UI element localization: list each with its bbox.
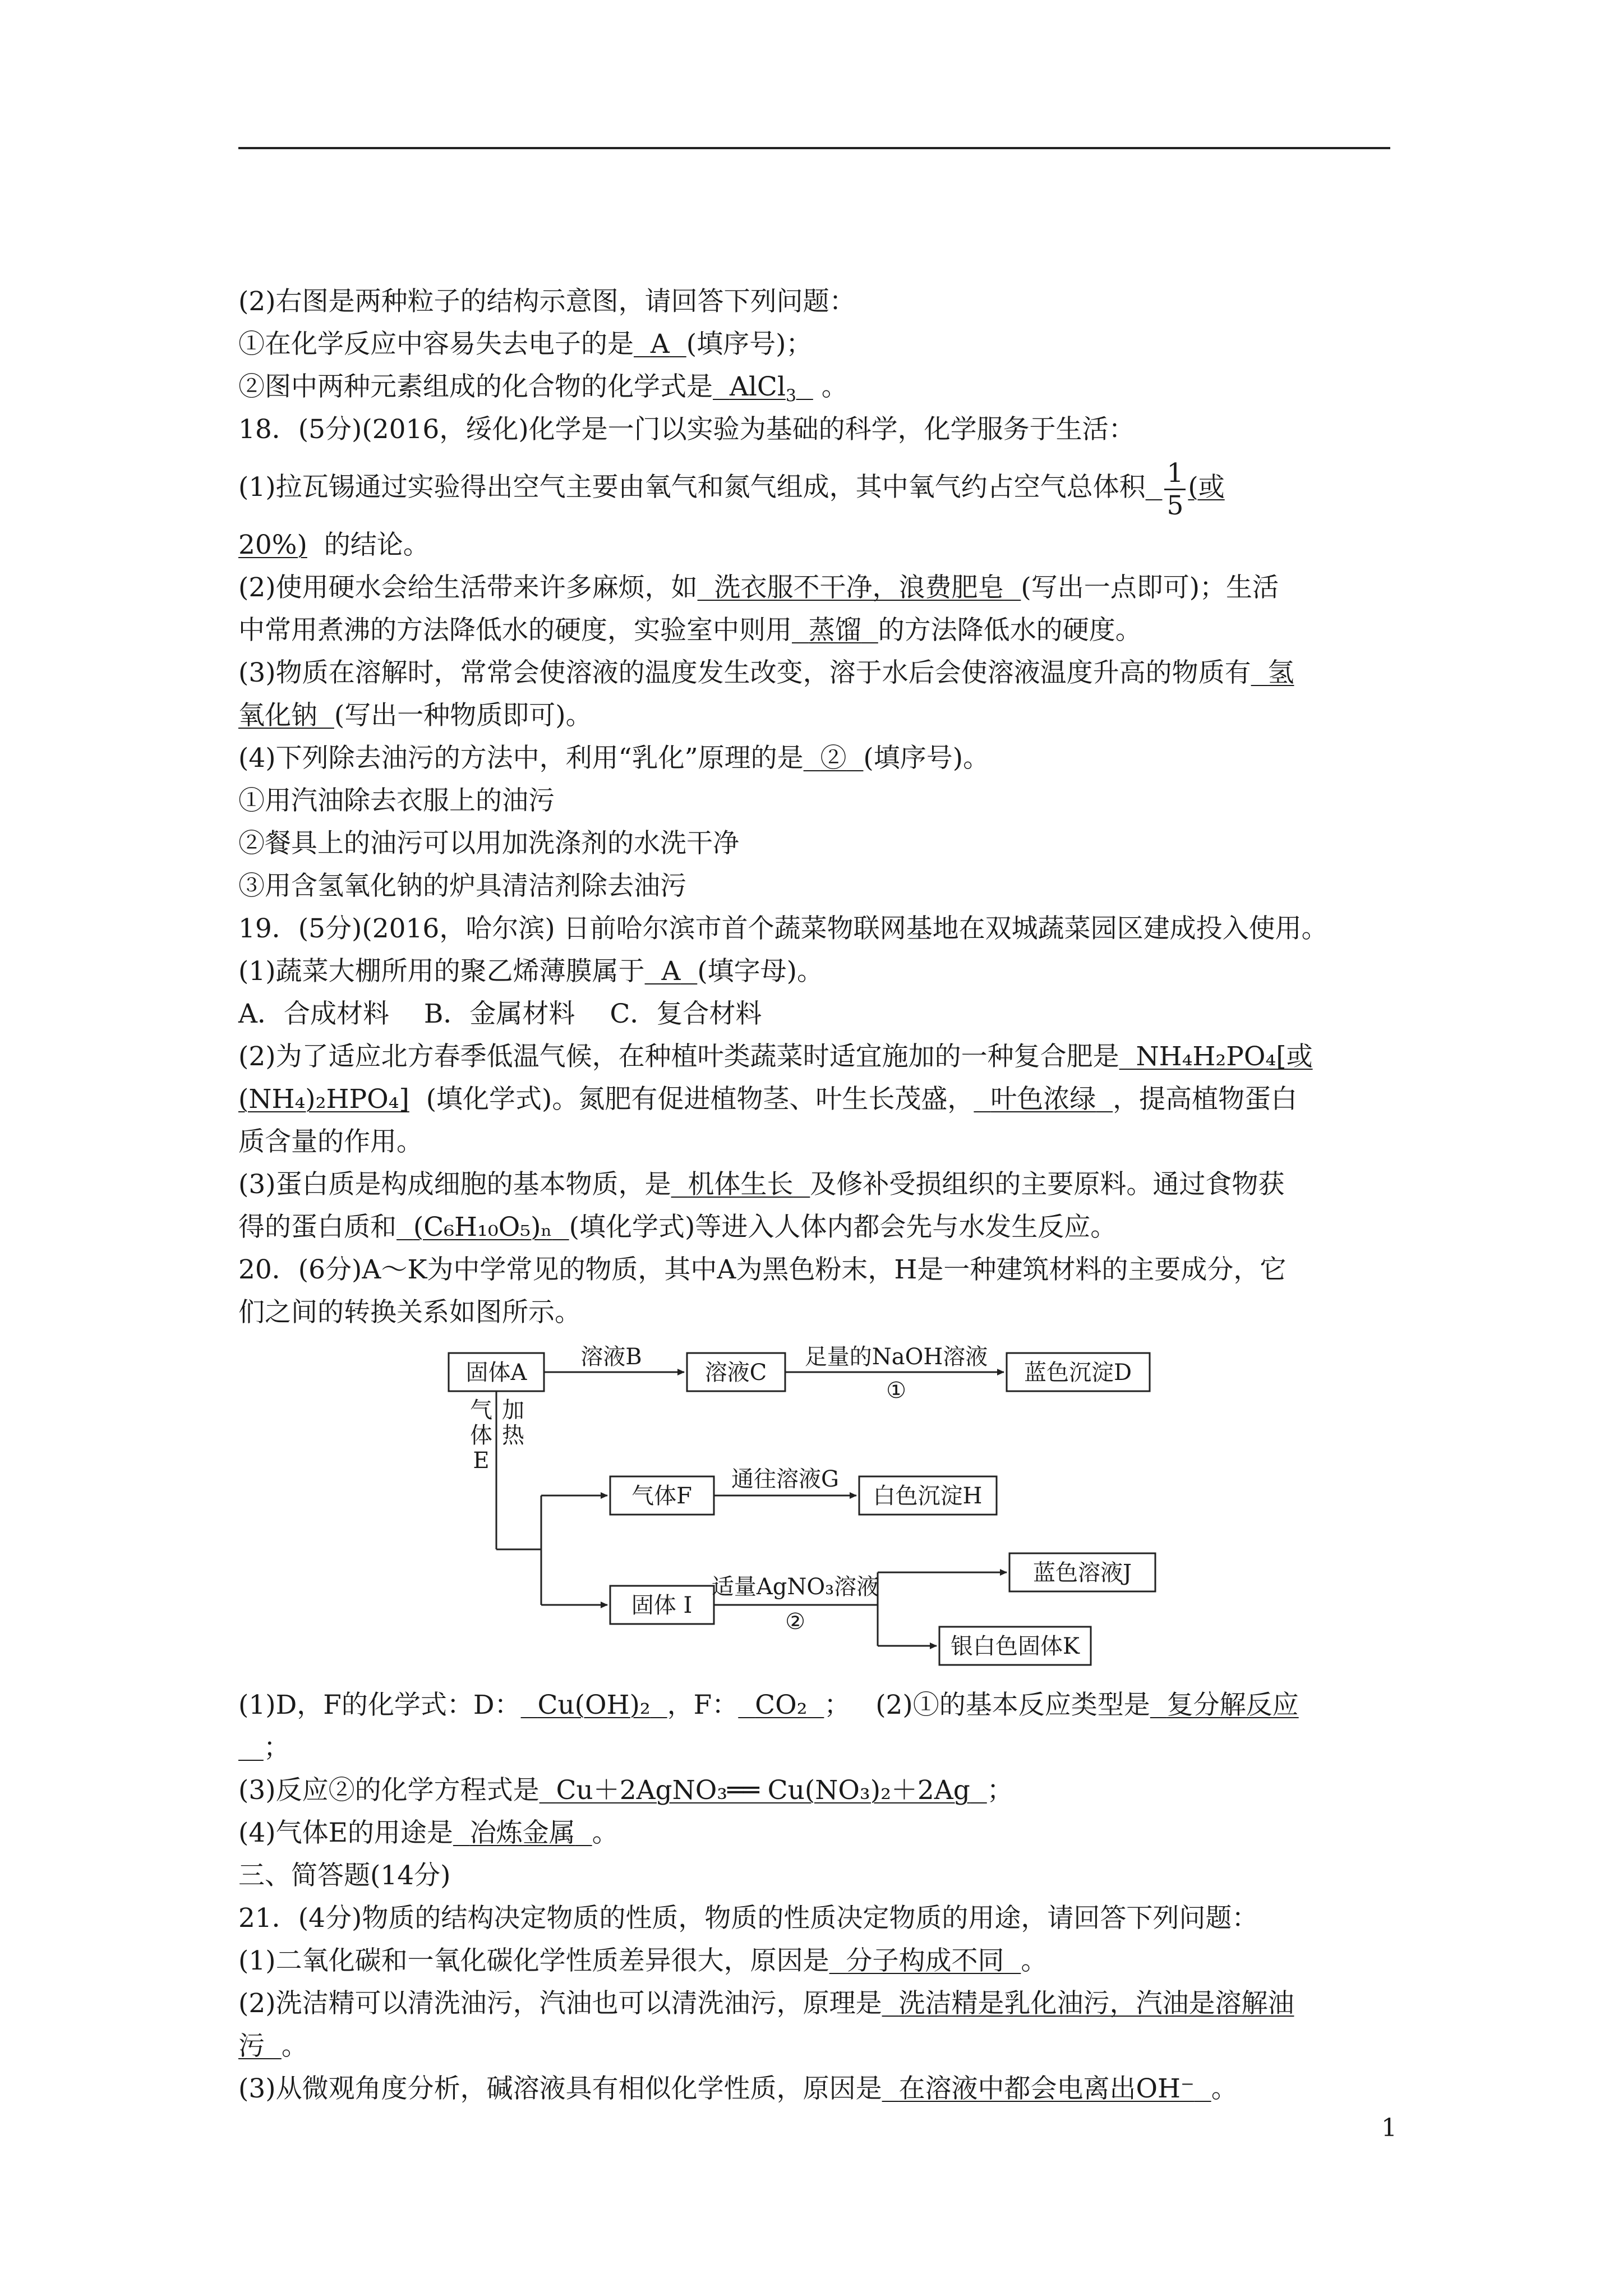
q21-p3-tail: 。 — [1211, 2073, 1238, 2104]
q20-p4-answer — [453, 1818, 592, 1848]
q19-p2-line3 — [238, 1121, 1394, 1163]
q18-p1-answer-a: (或 — [1188, 472, 1225, 503]
label-solution-b: 溶液B — [580, 1344, 642, 1370]
q19-p3-answer2 — [396, 1212, 569, 1243]
q20-title — [238, 1249, 1394, 1291]
q20-title2-text: 们之间的转换关系如图所示。 — [238, 1297, 581, 1328]
q17-item1 — [238, 323, 1394, 366]
q20-p1-sep: ； — [824, 1690, 851, 1720]
q20-p2-tail: ； — [263, 1732, 290, 1763]
q18-p2-text: (2)使用硬水会给生活带来许多麻烦，如 — [238, 572, 698, 603]
fraction-denominator: 5 — [1166, 490, 1184, 521]
q20-p2-text: (2)①的基本反应类型是 — [875, 1690, 1150, 1720]
q17-item1-tail: (填序号)； — [686, 329, 813, 360]
q19-p1-answer-value: A — [661, 956, 681, 987]
fraction-one-fifth — [1164, 457, 1186, 521]
label-agno3: 适量AgNO₃溶液 — [711, 1574, 879, 1600]
q18-p4-answer — [804, 743, 864, 774]
q18-p1 — [238, 451, 1394, 524]
q18-p1-cont — [238, 524, 1394, 567]
q21-p2-text: (2)洗洁精可以清洗油污，汽油也可以清洗油污，原理是 — [238, 1988, 882, 2019]
q18-p2-answer-value: 洗衣服不干净，浪费肥皂 — [714, 572, 1004, 603]
q20-p1-answer-f — [738, 1690, 824, 1720]
label-solid-a: 固体A — [465, 1360, 527, 1386]
q18-p3-answer-b: 氧化钠 — [238, 700, 317, 731]
q21-p2-tail: 。 — [281, 2031, 308, 2062]
q18-p3-text: (3)物质在溶解时，常常会使溶液的温度发生改变，溶于水后会使溶液温度升高的物质有 — [238, 657, 1251, 688]
q17-item2-answer — [713, 371, 813, 406]
q18-p1-text: (1)拉瓦锡通过实验得出空气主要由氧气和氮气组成，其中氧气约占空气总体积 — [238, 472, 1146, 503]
q18-option-1-text: ①用汽油除去衣服上的油污 — [238, 785, 555, 816]
q21-p3 — [238, 2068, 1394, 2110]
q20-p1-answer-f-value: CO₂ — [755, 1690, 808, 1720]
q20-p3 — [238, 1769, 1394, 1812]
q20-title-text: 20．(6分)A～K为中学常见的物质，其中A为黑色粉末，H是一种建筑材料的主要成分，它 — [238, 1254, 1287, 1285]
q19-p1 — [238, 950, 1394, 993]
fraction-numerator: 1 — [1164, 460, 1186, 490]
q19-p1-tail: (填字母)。 — [697, 956, 823, 987]
q21-p2-cont — [238, 2025, 1394, 2068]
q21-p3-answer — [882, 2073, 1211, 2104]
q19-p2-text: (2)为了适应北方春季低温气候，在种植叶类蔬菜时适宜施加的一种复合肥是 — [238, 1041, 1119, 1072]
q18-p4-text: (4)下列除去油污的方法中，利用“乳化”原理的是 — [238, 743, 804, 774]
q19-p3-cont — [238, 1206, 1394, 1249]
q20-p2-answer-pad — [238, 1732, 264, 1763]
q21-p1 — [238, 1940, 1394, 1982]
q21-p3-text: (3)从微观角度分析，碱溶液具有相似化学性质，原因是 — [238, 2073, 882, 2104]
q21-p1-answer-value: 分子构成不同 — [846, 1945, 1004, 1976]
q19-p2-cont — [238, 1078, 1394, 1121]
q19-p3-text: (3)蛋白质是构成细胞的基本物质，是 — [238, 1169, 671, 1200]
q19-p2-mid: (填化学式)。氮肥有促进植物茎、叶生长茂盛， — [426, 1084, 974, 1115]
q21-p2-answer-a — [882, 1988, 1294, 2019]
q17-item2-text: ②图中两种元素组成的化合物的化学式是 — [238, 371, 713, 402]
q20-p2-answer — [1150, 1690, 1299, 1720]
label-solution-c: 溶液C — [704, 1360, 767, 1386]
q19-p3-tail: 及修补受损组织的主要原料。通过食物获 — [810, 1169, 1285, 1200]
header-rule — [238, 147, 1390, 149]
q18-p3-cont — [238, 694, 1394, 737]
q21-p1-text: (1)二氧化碳和一氧化碳化学性质差异很大，原因是 — [238, 1945, 829, 1976]
q20-p1-answer-d — [521, 1690, 667, 1720]
q19-choices-text: A．合成材料 B．金属材料 C．复合材料 — [238, 999, 762, 1029]
q18-p2 — [238, 567, 1394, 609]
q18-title — [238, 408, 1394, 451]
q19-p2-answer-line1 — [1119, 1041, 1313, 1072]
label-gas-e-1: 气 — [470, 1397, 492, 1423]
q18-option-1 — [238, 780, 1394, 822]
q19-title-text: 19．(5分)(2016，哈尔滨) 日前哈尔滨市首个蔬菜物联网基地在双城蔬菜园区建成投入使用。 — [238, 913, 1328, 944]
label-through-g: 通往溶液G — [731, 1466, 839, 1492]
q18-p3 — [238, 652, 1394, 694]
q21-p2-answer-a-value: 洗洁精是乳化油污，汽油是溶解油 — [898, 1988, 1294, 2019]
q17-item2-tail: 。 — [821, 371, 848, 402]
label-blue-solution-j: 蓝色溶液J — [1032, 1560, 1132, 1586]
page-number: 1 — [1381, 2114, 1397, 2142]
q18-p2-answer2 — [792, 615, 878, 646]
q18-p2-tail: (写出一点即可)；生活 — [1021, 572, 1279, 603]
q20-p1 — [238, 1684, 1394, 1727]
q19-title — [238, 908, 1394, 950]
q17-intro — [238, 280, 1394, 323]
q20-p3-tail: ； — [986, 1775, 1013, 1806]
q19-p2-answer-line2: (NH₄)₂HPO₄] — [238, 1084, 409, 1115]
q17-item2-answer-sub: 3 — [785, 386, 796, 406]
label-step-2: ② — [785, 1609, 805, 1635]
label-silver-solid-k: 银白色固体K — [951, 1634, 1080, 1659]
q17-item1-answer-value: A — [650, 329, 670, 360]
q18-p4 — [238, 737, 1394, 780]
q21-p1-answer — [829, 1945, 1021, 1976]
q18-p1-answer-b: 20%) — [238, 530, 307, 560]
q19-p2-answer2 — [974, 1084, 1113, 1115]
q21-p1-tail: 。 — [1021, 1945, 1048, 1976]
q19-p3 — [238, 1163, 1394, 1206]
q19-choices — [238, 993, 1394, 1036]
label-heat-2: 热 — [502, 1423, 524, 1448]
q18-p4-answer-value: ② — [820, 743, 847, 774]
q20-p4-tail: 。 — [592, 1818, 619, 1848]
q19-p3-line2-tail: (填化学式)等进入人体内都会先与水发生反应。 — [569, 1212, 1117, 1243]
q17-item1-text: ①在化学反应中容易失去电子的是 — [238, 329, 634, 360]
q19-p1-answer — [645, 956, 698, 987]
q18-option-2 — [238, 822, 1394, 865]
q18-p3-answer-a — [1251, 657, 1294, 688]
q19-p3-answer — [671, 1169, 810, 1200]
q19-p2-line3-text: 质含量的作用。 — [238, 1126, 423, 1157]
q20-p1-mid: ，F： — [667, 1690, 739, 1720]
q20-p4 — [238, 1812, 1394, 1855]
q20-p4-text: (4)气体E的用途是 — [238, 1818, 453, 1848]
q18-p3-answer-a-value: 氢 — [1267, 657, 1294, 688]
q18-option-2-text: ②餐具上的油污可以用加洗涤剂的水洗干净 — [238, 828, 739, 859]
q19-p2-tail: ，提高植物蛋白 — [1113, 1084, 1298, 1115]
q18-p2-cont — [238, 609, 1394, 652]
label-gas-f: 气体F — [631, 1483, 692, 1509]
q18-p3-answer-b-pad — [317, 700, 334, 731]
reaction-flow-svg — [443, 1342, 1172, 1678]
label-gas-e-3: E — [473, 1448, 490, 1474]
q18-option-3-text: ③用含氢氧化钠的炉具清洁剂除去油污 — [238, 871, 686, 901]
q18-p3-tail: (写出一种物质即可)。 — [334, 700, 592, 731]
q21-title-text: 21．(4分)物质的结构决定物质的性质，物质的性质决定物质的用途，请回答下列问题： — [238, 1903, 1258, 1934]
q18-p1-answer — [1146, 457, 1225, 521]
label-naoh: 足量的NaOH溶液 — [804, 1344, 988, 1370]
q17-item2-answer-value: AlCl — [729, 371, 786, 402]
q19-p2-answer-line1-value: NH₄H₂PO₄[或 — [1136, 1041, 1313, 1072]
q21-title — [238, 1897, 1394, 1940]
label-heat-1: 加 — [502, 1397, 524, 1423]
q21-p2 — [238, 1982, 1394, 2025]
q20-p2-cont — [238, 1727, 1394, 1769]
q18-p2-line2-tail: 的方法降低水的硬度。 — [878, 615, 1142, 646]
q20-p1-answer-d-value: Cu(OH)₂ — [537, 1690, 651, 1720]
q17-intro-text: (2)右图是两种粒子的结构示意图，请回答下列问题： — [238, 286, 856, 317]
q21-p3-answer-value: 在溶液中都会电离出OH⁻ — [898, 2073, 1195, 2104]
q20-p1-text: (1)D，F的化学式：D： — [238, 1690, 521, 1720]
q18-p4-tail: (填序号)。 — [863, 743, 990, 774]
q19-p1-text: (1)蔬菜大棚所用的聚乙烯薄膜属于 — [238, 956, 645, 987]
q19-p3-line2-text: 得的蛋白质和 — [238, 1212, 396, 1243]
q20-p2-answer-value: 复分解反应 — [1166, 1690, 1299, 1720]
q19-p3-answer2-value: (C₆H₁₀O₅)ₙ — [413, 1212, 552, 1243]
q18-p2-answer2-value: 蒸馏 — [808, 615, 861, 646]
q21-p2-answer-b — [238, 2031, 282, 2062]
q20-p3-answer-value: Cu＋2AgNO₃══ Cu(NO₃)₂＋2Ag — [556, 1775, 970, 1806]
q19-p3-answer-value: 机体生长 — [688, 1169, 794, 1200]
label-step-1: ① — [886, 1378, 906, 1404]
q17-item1-answer — [634, 329, 686, 360]
q20-p3-text: (3)反应②的化学方程式是 — [238, 1775, 540, 1806]
q20-title-cont — [238, 1291, 1394, 1334]
label-solid-i: 固体 I — [631, 1593, 693, 1618]
q18-p2-line2-text: 中常用煮沸的方法降低水的硬度，实验室中则用 — [238, 615, 792, 646]
label-white-precip-h: 白色沉淀H — [873, 1483, 983, 1509]
label-gas-e-2: 体 — [470, 1423, 492, 1448]
q18-p2-answer — [698, 572, 1021, 603]
q19-p2 — [238, 1036, 1394, 1078]
q18-p1-tail: 的结论。 — [324, 530, 430, 560]
q21-p2-answer-b-value: 污 — [238, 2031, 265, 2062]
q18-option-3 — [238, 865, 1394, 908]
section-3-heading-text: 三、简答题(14分) — [238, 1860, 451, 1891]
q20-p4-answer-value: 冶炼金属 — [469, 1818, 575, 1848]
q20-p3-answer — [540, 1775, 987, 1806]
q17-item2 — [238, 366, 1394, 408]
q19-p2-answer2-value: 叶色浓绿 — [990, 1084, 1096, 1115]
q18-title-text: 18．(5分)(2016，绥化)化学是一门以实验为基础的科学，化学服务于生活： — [238, 414, 1135, 445]
document-body — [238, 280, 1394, 2110]
section-3-heading — [238, 1855, 1394, 1897]
reaction-flow-diagram — [238, 1342, 1394, 1678]
label-blue-precip-d: 蓝色沉淀D — [1023, 1360, 1132, 1386]
